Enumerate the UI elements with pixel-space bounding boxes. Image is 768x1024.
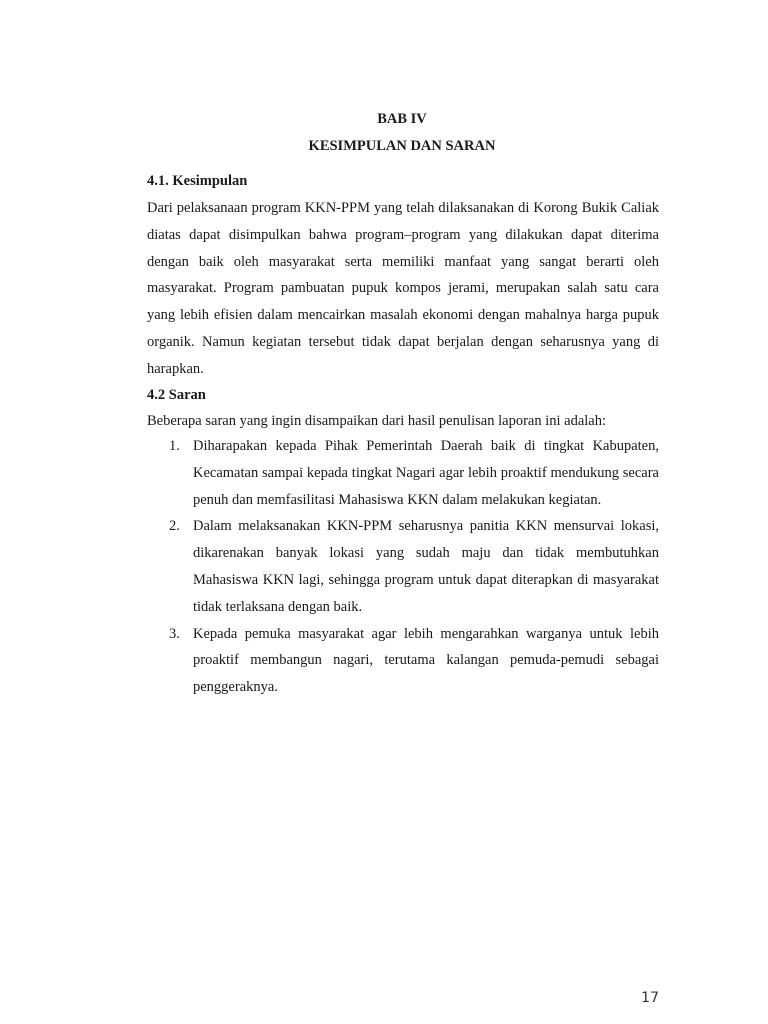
- list-item: [147, 433, 659, 513]
- suggestion-list: [147, 433, 659, 701]
- list-item-number: 1.: [169, 438, 180, 454]
- list-item-text: Dalam melaksanakan KKN-PPM seharusnya panitia KKN mensurvai lokasi, dikarenakan banyak lokasi yang sudah maju dan tidak membutuhkan Mahasiswa KKN lagi, sehingga program untuk dapat diterapkan di masyarakat tidak terlaksana dengan baik.: [193, 518, 659, 615]
- section-heading-kesimpulan: 4.1. Kesimpulan: [147, 173, 248, 189]
- list-item: [147, 513, 659, 620]
- list-item-number: 2.: [169, 518, 180, 535]
- list-item-text: Kepada pemuka masyarakat agar lebih mengarahkan warganya untuk lebih proaktif membangun nagari, terutama kalangan pemuda-pemudi sebagai penggeraknya.: [193, 625, 659, 696]
- section-heading-saran: 4.2 Saran: [147, 387, 206, 403]
- list-item: [147, 621, 659, 701]
- suggestion-intro-paragraph: Beberapa saran yang ingin disampaikan dari hasil penulisan laporan ini adalah:: [147, 413, 607, 429]
- chapter-number: BAB IV: [377, 111, 427, 127]
- list-item-text: Diharapakan kepada Pihak Pemerintah Daerah baik di tingkat Kabupaten, Kecamatan sampai kepada tingkat Nagari agar lebih proaktif mendukung secara penuh dan memfasilitasi Mahasiswa KKN dalam melakukan kegiatan.: [193, 438, 659, 508]
- conclusion-paragraph: Dari pelaksanaan program KKN-PPM yang telah dilaksanakan di Korong Bukik Caliak diatas dapat disimpulkan bahwa program–program yang dilakukan dapat diterima dengan baik oleh masyarakat serta memiliki manfaat yang sangat berarti oleh masyarakat. Program pambuatan pupuk kompos jerami, merupakan salah satu cara yang lebih efisien dalam mencairkan masalah ekonomi dengan mahalnya harga pupuk organik. Namun kegiatan tersebut tidak dapat berjalan dengan seharusnya yang di harapkan.: [147, 200, 659, 377]
- list-item-number: 3.: [169, 625, 180, 642]
- page-number: 17: [641, 990, 659, 1006]
- chapter-title: KESIMPULAN DAN SARAN: [308, 138, 496, 154]
